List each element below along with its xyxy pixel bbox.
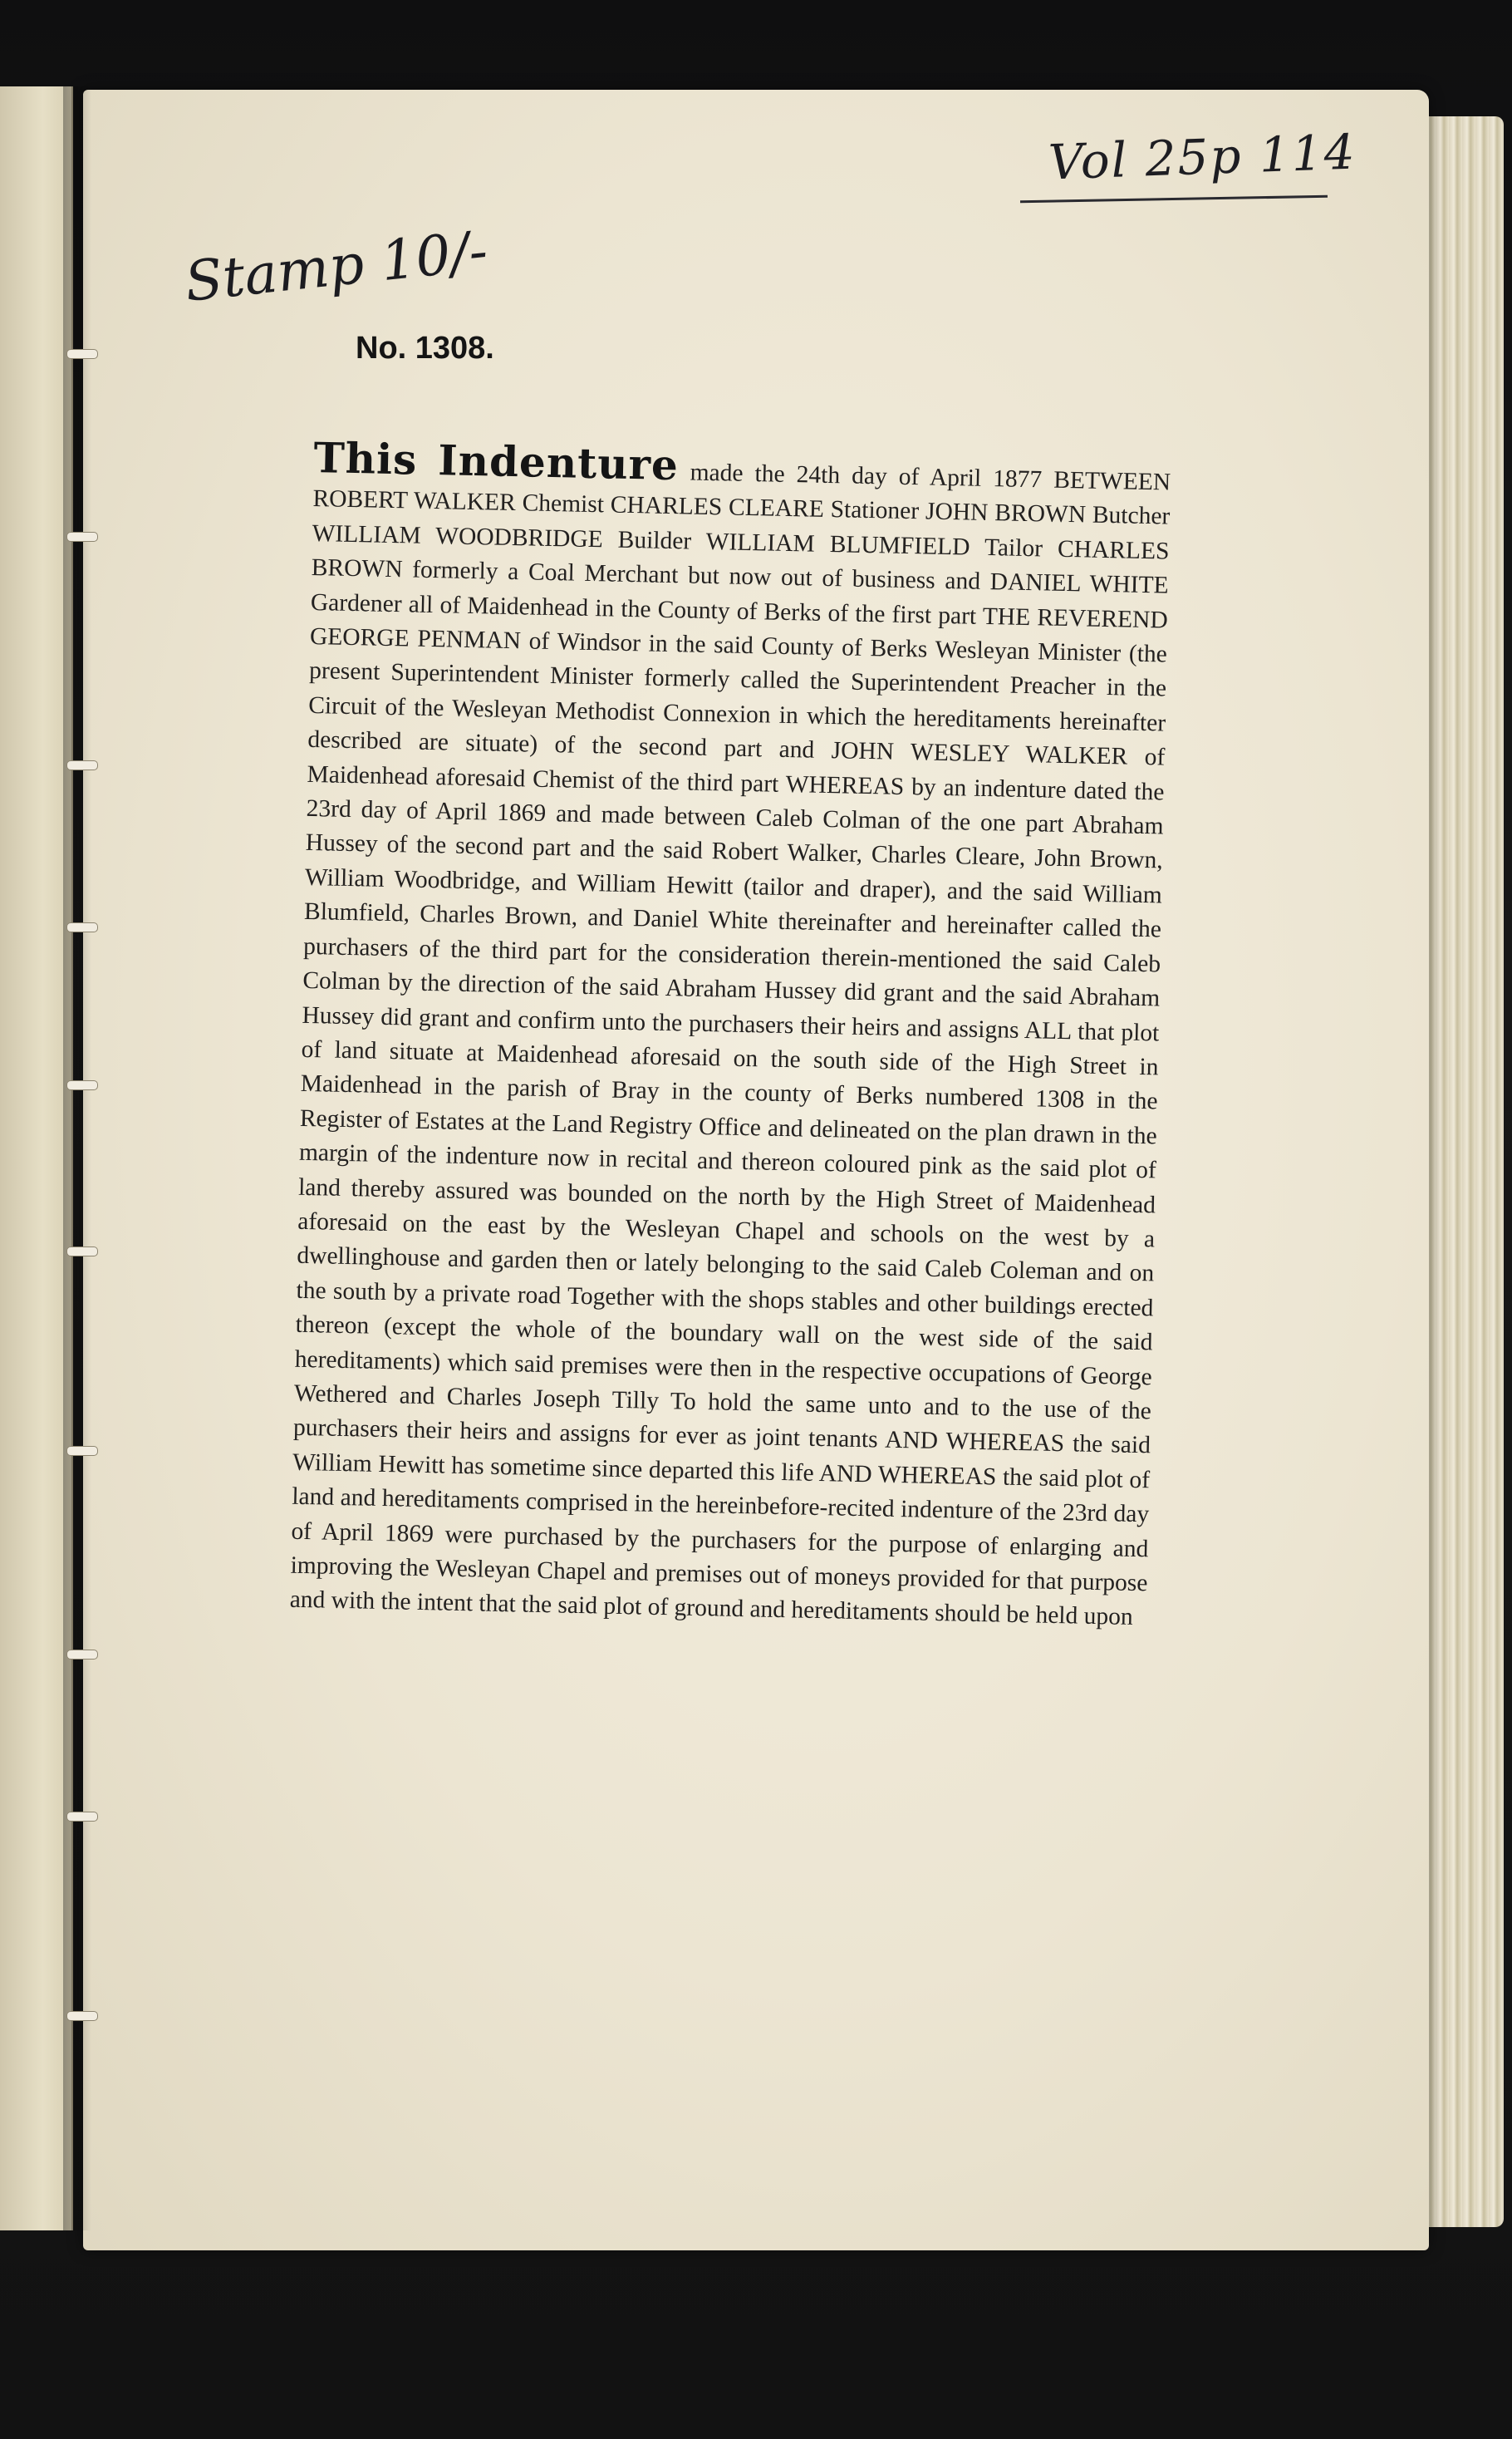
document-number: No. 1308.	[356, 331, 494, 366]
binding-stitch	[66, 532, 98, 542]
binding-stitch	[66, 1650, 98, 1660]
facing-page-edge	[0, 86, 73, 2230]
binding-stitch	[66, 349, 98, 359]
handwritten-volume-reference: Vol 25p 114	[1047, 123, 1357, 191]
binding-stitch	[66, 1812, 98, 1822]
indenture-body: made the 24th day of April 1877 BETWEEN ROBERT WALKER Chemist CHARLES CLEARE Stationer JOHN BROWN Butcher WILLIAM WOODBRIDGE Builder WILLIAM BLUMFIELD Tailor CHARLES BROWN formerly a Coal Merchant but now out of business and DANIEL WHITE Gardener all of Maidenhead in the County of Berks of the first part THE REVEREND GEORGE PENMAN of Windsor in the said County of Berks Wesleyan Minister (the present Superintendent Minister formerly called the Superintendent Preacher in the Circuit of the Wesleyan Methodist Connexion in which the hereditaments hereinafter described are situate) of the second part and JOHN WESLEY WALKER of Maidenhead aforesaid Chemist of the third part WHEREAS by an indenture dated the 23rd day of April 1869 and made between Caleb Colman of the one part Abraham Hussey of the second part and the said Robert Walker, Charles Cleare, John Brown, William Woodbridge, and William Hewitt (tailor and draper), and the said William Blumfield, Charles Brown, and Daniel White thereinafter and hereinafter called the purchasers of the third part for the consideration therein-mentioned the said Caleb Colman by the direction of the said Abraham Hussey did grant and the said Abraham Hussey did grant and confirm unto the purchasers their heirs and assigns ALL that plot of land situate at Maidenhead aforesaid on the south side of the High Street in Maidenhead in the parish of Bray in the county of Berks numbered 1308 in the Register of Estates at the Land Registry Office and delineated on the plan drawn in the margin of the indenture now in recital and thereon coloured pink as the said plot of land thereby assured was bounded on the north by the High Street of Maidenhead aforesaid on the east by the Wesleyan Chapel and schools on the west by a dwellinghouse and garden then or lately belonging to the said Caleb Coleman and on the south by a private road Together with the shops stables and other buildings erected thereon (except the whole of the boundary wall on the west side of the said hereditaments) which said premises were then in the respective occupations of George Wethered and Charles Joseph Tilly To hold the same unto and to the use of the purchasers their heirs and assigns for ever as joint tenants AND WHEREAS the said William Hewitt has sometime since departed this life AND WHEREAS the said plot of land and hereditaments comprised in the hereinbefore-recited indenture of the 23rd day of April 1869 were purchased by the purchasers for the purpose of enlarging and improving the Wesleyan Chapel and premises out of moneys provided for that purpose and with the intent that the said plot of ground and hereditaments should be held upon	[289, 459, 1171, 1631]
binding-stitch	[66, 922, 98, 932]
spine-shadow	[63, 86, 91, 2230]
binding-stitch	[66, 1446, 98, 1456]
binding-stitch	[66, 760, 98, 770]
handwritten-stamp-duty: Stamp 10/-	[181, 219, 491, 314]
indenture-text	[289, 433, 1171, 1635]
binding-stitch	[66, 1247, 98, 1256]
indenture-heading: This Indenture	[312, 433, 680, 490]
binding-stitch	[66, 1080, 98, 1090]
binding-stitch	[66, 2011, 98, 2021]
